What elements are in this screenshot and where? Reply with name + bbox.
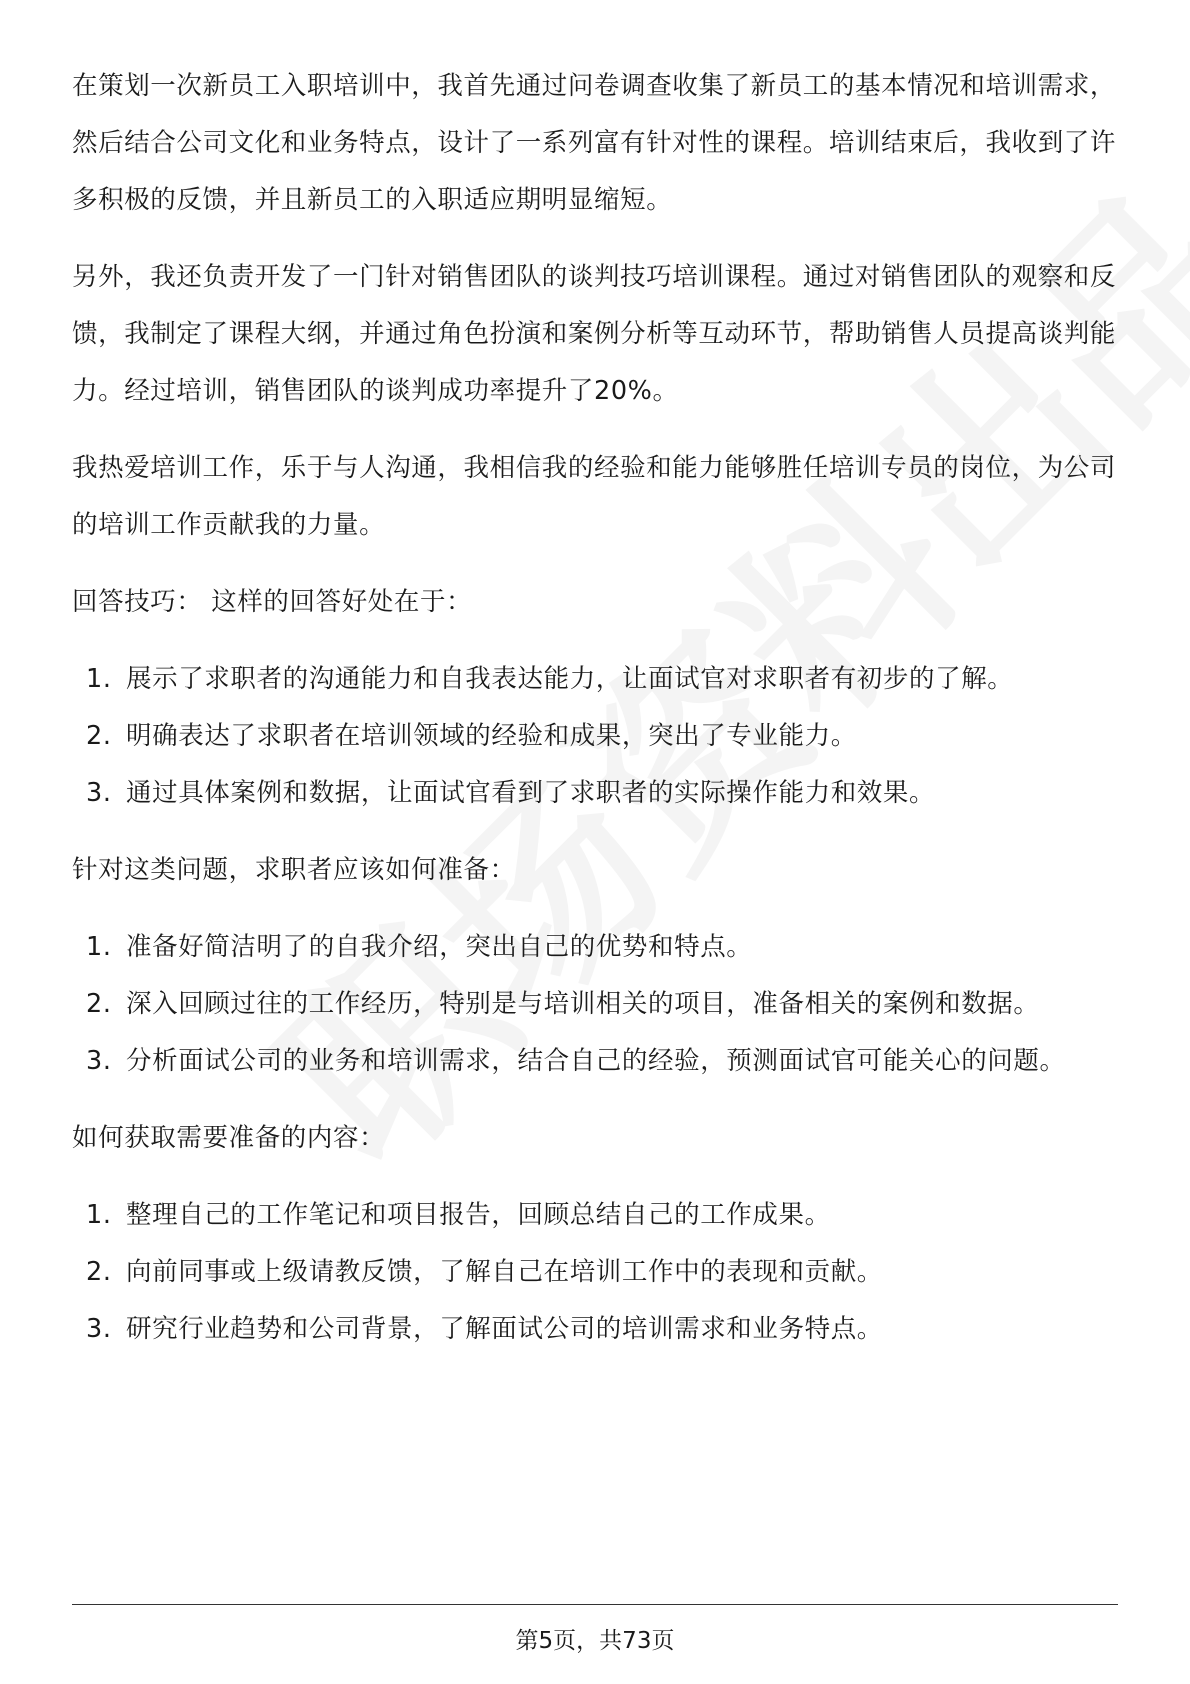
list-item — [72, 765, 1118, 822]
list-item — [72, 1301, 1118, 1358]
paragraph-3: 我热爱培训工作，乐于与人沟通，我相信我的经验和能力能够胜任培训专员的岗位，为公司的培训工作贡献我的力量。 — [72, 453, 1117, 540]
paragraph-1: 在策划一次新员工入职培训中，我首先通过问卷调查收集了新员工的基本情况和培训需求，然后结合公司文化和业务特点，设计了一系列富有针对性的课程。培训结束后，我收到了许多积极的反馈，并且新员工的入职适应期明显缩短。 — [72, 71, 1117, 215]
list-number: 1. — [86, 664, 112, 694]
list-number: 3. — [86, 1314, 112, 1344]
list-item — [72, 1244, 1118, 1301]
answer-tips-list — [72, 651, 1118, 822]
list-item — [72, 1187, 1118, 1244]
list-item — [72, 651, 1118, 708]
list-item-text: 深入回顾过往的工作经历，特别是与培训相关的项目，准备相关的案例和数据。 — [126, 989, 1040, 1019]
section-heading-preparation: 针对这类问题，求职者应该如何准备： — [72, 855, 516, 885]
list-item-text: 分析面试公司的业务和培训需求，结合自己的经验，预测面试官可能关心的问题。 — [126, 1046, 1066, 1076]
section-heading-answer-tips: 回答技巧： 这样的回答好处在于： — [72, 587, 473, 617]
footer-divider — [72, 1604, 1118, 1605]
list-item — [72, 919, 1118, 976]
list-number: 3. — [86, 778, 112, 808]
list-number: 1. — [86, 1200, 112, 1230]
list-item-text: 研究行业趋势和公司背景，了解面试公司的培训需求和业务特点。 — [126, 1314, 883, 1344]
list-item — [72, 976, 1118, 1033]
list-item-text: 明确表达了求职者在培训领域的经验和成果，突出了专业能力。 — [126, 721, 857, 751]
list-number: 1. — [86, 932, 112, 962]
content-sources-list — [72, 1187, 1118, 1358]
document-body — [72, 58, 1118, 1378]
page-number: 第5页，共73页 — [515, 1628, 675, 1654]
list-number: 2. — [86, 721, 112, 751]
list-item-text: 通过具体案例和数据，让面试官看到了求职者的实际操作能力和效果。 — [126, 778, 936, 808]
list-item — [72, 708, 1118, 765]
list-number: 2. — [86, 1257, 112, 1287]
section-heading-content-sources: 如何获取需要准备的内容： — [72, 1123, 386, 1153]
preparation-list — [72, 919, 1118, 1090]
paragraph-2: 另外，我还负责开发了一门针对销售团队的谈判技巧培训课程。通过对销售团队的观察和反馈，我制定了课程大纲，并通过角色扮演和案例分析等互动环节，帮助销售人员提高谈判能力。经过培训，销售团队的谈判成功率提升了20%。 — [72, 262, 1117, 406]
list-item-text: 展示了求职者的沟通能力和自我表达能力，让面试官对求职者有初步的了解。 — [126, 664, 1014, 694]
list-item — [72, 1033, 1118, 1090]
list-number: 2. — [86, 989, 112, 1019]
list-item-text: 向前同事或上级请教反馈，了解自己在培训工作中的表现和贡献。 — [126, 1257, 883, 1287]
list-item-text: 准备好简洁明了的自我介绍，突出自己的优势和特点。 — [126, 932, 753, 962]
list-number: 3. — [86, 1046, 112, 1076]
list-item-text: 整理自己的工作笔记和项目报告，回顾总结自己的工作成果。 — [126, 1200, 831, 1230]
